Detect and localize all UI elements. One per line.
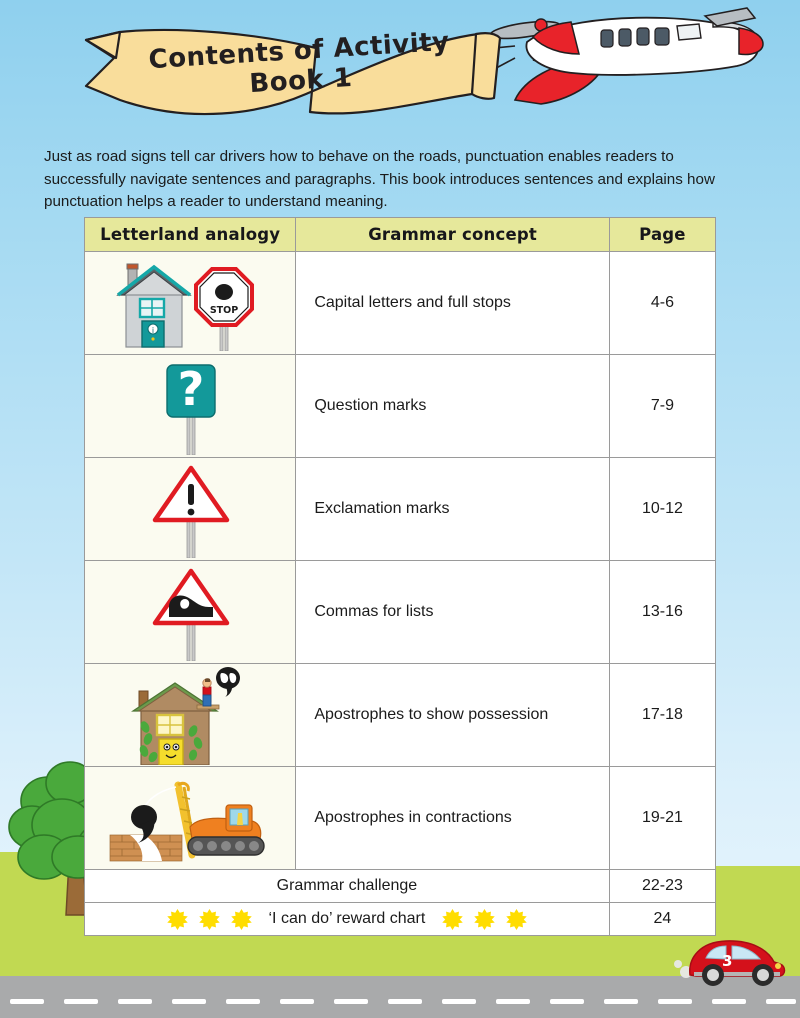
table-row: [85, 561, 716, 664]
analogy-cell: [85, 767, 296, 870]
star-icon: [506, 909, 527, 930]
svg-text:?: ?: [177, 362, 205, 416]
table-row: [85, 767, 716, 870]
table-row-grammar-challenge: [85, 870, 716, 903]
question-mark-sign-icon: [135, 357, 245, 455]
svg-text:i: i: [152, 326, 155, 335]
analogy-cell: [85, 355, 296, 458]
exclamation-warning-sign-icon: [135, 460, 245, 558]
table-header-row: [85, 218, 716, 252]
grammar-challenge-page: 22-23: [609, 870, 715, 903]
hump-warning-sign-icon: [135, 563, 245, 661]
concept-cell: Apostrophes in contractions: [296, 767, 609, 870]
table-row-reward-chart: [85, 903, 716, 936]
grammar-challenge-label: Grammar challenge: [85, 870, 610, 903]
page-cell: 10-12: [609, 458, 715, 561]
crane-wrecking-ball-icon: [100, 769, 280, 867]
concept-cell: Capital letters and full stops: [296, 252, 609, 355]
page-cell: 7-9: [609, 355, 715, 458]
header-page: Page: [609, 218, 715, 252]
reward-chart-cell: [85, 903, 610, 936]
contents-table: [84, 217, 716, 936]
star-icon: [167, 909, 188, 930]
concept-cell: Exclamation marks: [296, 458, 609, 561]
analogy-cell: [85, 458, 296, 561]
header-grammar-concept: Grammar concept: [296, 218, 609, 252]
analogy-cell: [85, 561, 296, 664]
reward-chart-label: ‘I can do’ reward chart: [268, 910, 426, 927]
page-cell: 4-6: [609, 252, 715, 355]
banner-title: Contents of Activity Book 1: [147, 26, 451, 100]
star-icon: [231, 909, 252, 930]
star-icon: [442, 909, 463, 930]
star-icon: [199, 909, 220, 930]
svg-text:STOP: STOP: [209, 305, 239, 316]
house-with-apostrophe-balloon-icon: [115, 665, 265, 765]
table-row: [85, 664, 716, 767]
page-number: 3: [722, 952, 733, 970]
concept-cell: Apostrophes to show possession: [296, 664, 609, 767]
analogy-cell: [85, 252, 296, 355]
star-icon: [474, 909, 495, 930]
header-letterland-analogy: Letterland analogy: [85, 218, 296, 252]
road-dashes: [0, 999, 800, 1004]
table-row: [85, 458, 716, 561]
page-cell: 19-21: [609, 767, 715, 870]
reward-chart-page: 24: [609, 903, 715, 936]
concept-cell: Commas for lists: [296, 561, 609, 664]
concept-cell: Question marks: [296, 355, 609, 458]
analogy-cell: [85, 664, 296, 767]
banner: [80, 8, 510, 123]
house-and-stop-sign-icon: [104, 255, 276, 351]
page-cell: 17-18: [609, 664, 715, 767]
table-row: [85, 252, 716, 355]
table-row: [85, 355, 716, 458]
page-cell: 13-16: [609, 561, 715, 664]
intro-paragraph: Just as road signs tell car drivers how to behave on the roads, punctuation enables readers to successfully navigate sentences and paragraphs. This book introduces sentences and explains how punctuation helps a reader to understand meaning.: [44, 148, 715, 211]
